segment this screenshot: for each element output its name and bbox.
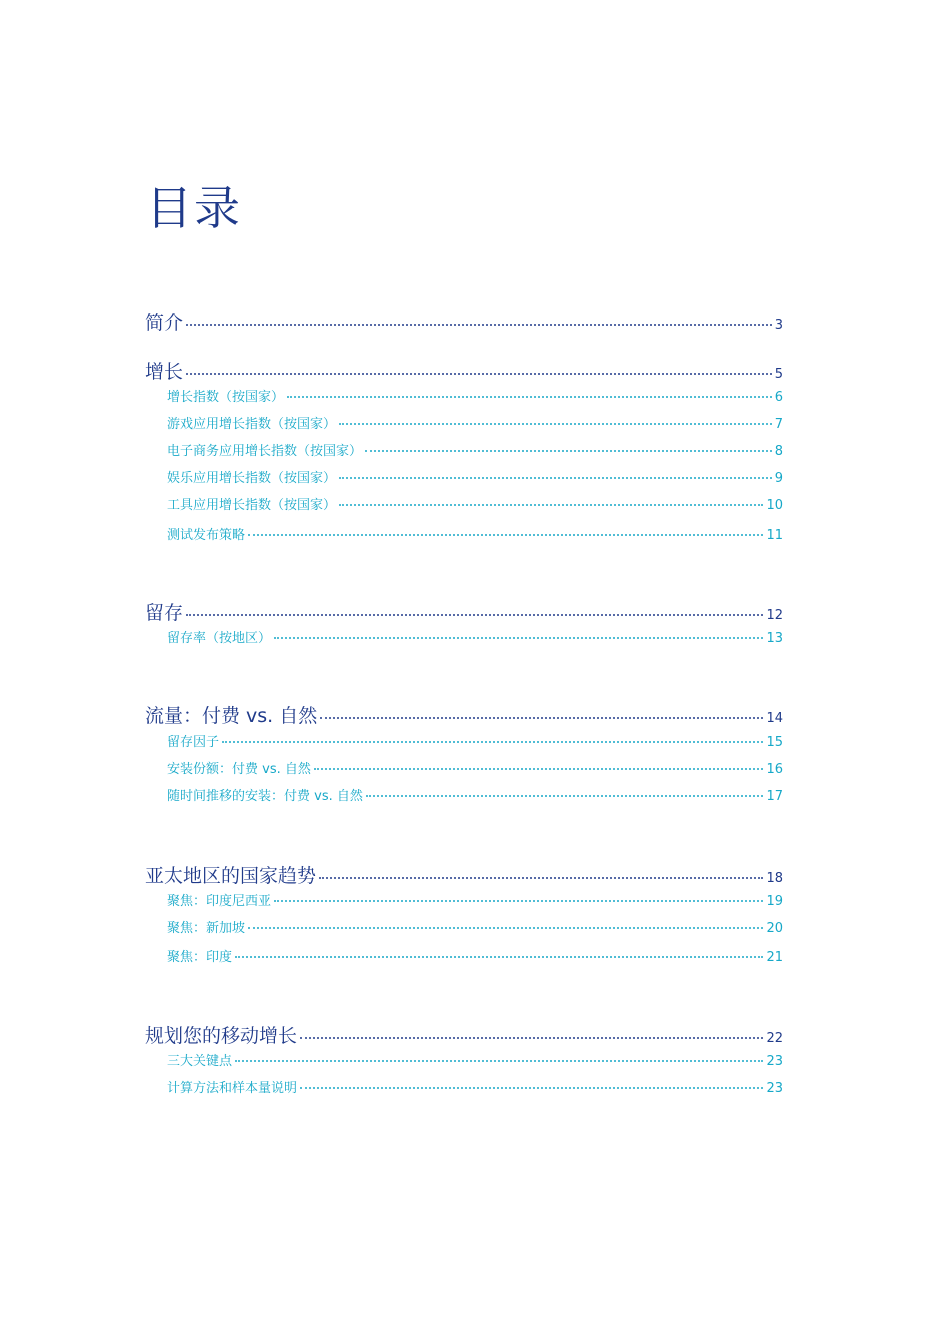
toc-entry[interactable] [145, 864, 783, 891]
toc-subentry[interactable] [167, 788, 783, 806]
toc-entry[interactable] [145, 360, 783, 387]
toc-subentry-label: 留存率（按地区） [167, 631, 272, 646]
toc-entry[interactable] [145, 704, 783, 731]
toc-subentry[interactable] [167, 949, 783, 967]
dot-leader [235, 956, 763, 958]
toc-subentry-label: 增长指数（按国家） [167, 390, 285, 405]
dot-leader [186, 324, 772, 326]
toc-subentry-label: 留存因子 [167, 735, 220, 750]
toc-subentry-label: 聚焦：印度 [167, 950, 233, 965]
dot-leader [248, 534, 763, 536]
toc-page-number: 7 [774, 417, 783, 432]
dot-leader [365, 450, 772, 452]
toc-subentry-label: 聚焦：新加坡 [167, 921, 246, 936]
toc-page-number: 19 [766, 894, 783, 909]
dot-leader [319, 877, 763, 879]
dot-leader [274, 900, 763, 902]
toc-page-number: 16 [766, 762, 783, 777]
dot-leader [235, 1060, 763, 1062]
toc-page-number: 18 [766, 871, 783, 886]
toc-subentry-label: 三大关键点 [167, 1054, 233, 1069]
toc-entry-label: 流量：付费 vs. 自然 [145, 705, 318, 727]
toc-subentry-label: 随时间推移的安装：付费 vs. 自然 [167, 789, 363, 804]
dot-leader [339, 477, 772, 479]
toc-entry-label: 规划您的移动增长 [145, 1025, 298, 1047]
toc-subentry-label: 工具应用增长指数（按国家） [167, 498, 337, 513]
toc-subentry[interactable] [167, 630, 783, 648]
dot-leader [314, 768, 764, 770]
toc-subentry[interactable] [167, 389, 783, 407]
dot-leader [287, 396, 772, 398]
toc-subentry[interactable] [167, 416, 783, 434]
toc-subentry[interactable] [167, 734, 783, 752]
page-title: 目录 [146, 181, 242, 235]
toc-page-number: 15 [766, 735, 783, 750]
dot-leader [186, 614, 763, 616]
toc-entry-label: 留存 [145, 602, 184, 624]
toc-entry-label: 简介 [145, 312, 184, 334]
toc-page-number: 20 [766, 921, 783, 936]
toc-subentry[interactable] [167, 443, 783, 461]
toc-subentry-label: 安装份额：付费 vs. 自然 [167, 762, 311, 777]
toc-page-number: 8 [774, 444, 783, 459]
dot-leader [300, 1037, 763, 1039]
toc-subentry-label: 测试发布策略 [167, 528, 246, 543]
toc-page-number: 23 [766, 1054, 783, 1069]
toc-subentry[interactable] [167, 1080, 783, 1098]
toc-entry[interactable] [145, 311, 783, 338]
toc-subentry[interactable] [167, 1053, 783, 1071]
dot-leader [248, 927, 763, 929]
dot-leader [339, 504, 763, 506]
toc-entry-label: 增长 [145, 361, 184, 383]
toc-page-number: 22 [766, 1031, 783, 1046]
toc-entry[interactable] [145, 601, 783, 628]
toc-page-number: 9 [774, 471, 783, 486]
toc-page-number: 5 [774, 367, 783, 382]
toc-subentry[interactable] [167, 920, 783, 938]
toc-page-number: 6 [774, 390, 783, 405]
toc-subentry-label: 游戏应用增长指数（按国家） [167, 417, 337, 432]
toc-subentry[interactable] [167, 761, 783, 779]
dot-leader [339, 423, 772, 425]
toc-entry[interactable] [145, 1024, 783, 1051]
toc-subentry-label: 娱乐应用增长指数（按国家） [167, 471, 337, 486]
dot-leader [274, 637, 763, 639]
toc-page-number: 14 [766, 711, 783, 726]
toc-page-number: 3 [774, 318, 783, 333]
toc-subentry[interactable] [167, 893, 783, 911]
toc-subentry-label: 聚焦：印度尼西亚 [167, 894, 272, 909]
toc-subentry-label: 计算方法和样本量说明 [167, 1081, 298, 1096]
toc-page-number: 10 [766, 498, 783, 513]
dot-leader [366, 795, 764, 797]
toc-subentry-label: 电子商务应用增长指数（按国家） [167, 444, 363, 459]
toc-subentry[interactable] [167, 527, 783, 545]
toc-page-number: 21 [766, 950, 783, 965]
dot-leader [300, 1087, 763, 1089]
toc-page-number: 17 [766, 789, 783, 804]
toc-subentry[interactable] [167, 470, 783, 488]
toc-subentry[interactable] [167, 497, 783, 515]
toc-page-number: 12 [766, 608, 783, 623]
dot-leader [186, 373, 772, 375]
toc-page-number: 13 [766, 631, 783, 646]
toc-page-number: 23 [766, 1081, 783, 1096]
dot-leader [320, 717, 763, 719]
dot-leader [222, 741, 763, 743]
toc-entry-label: 亚太地区的国家趋势 [145, 865, 317, 887]
toc-page-number: 11 [766, 528, 783, 543]
